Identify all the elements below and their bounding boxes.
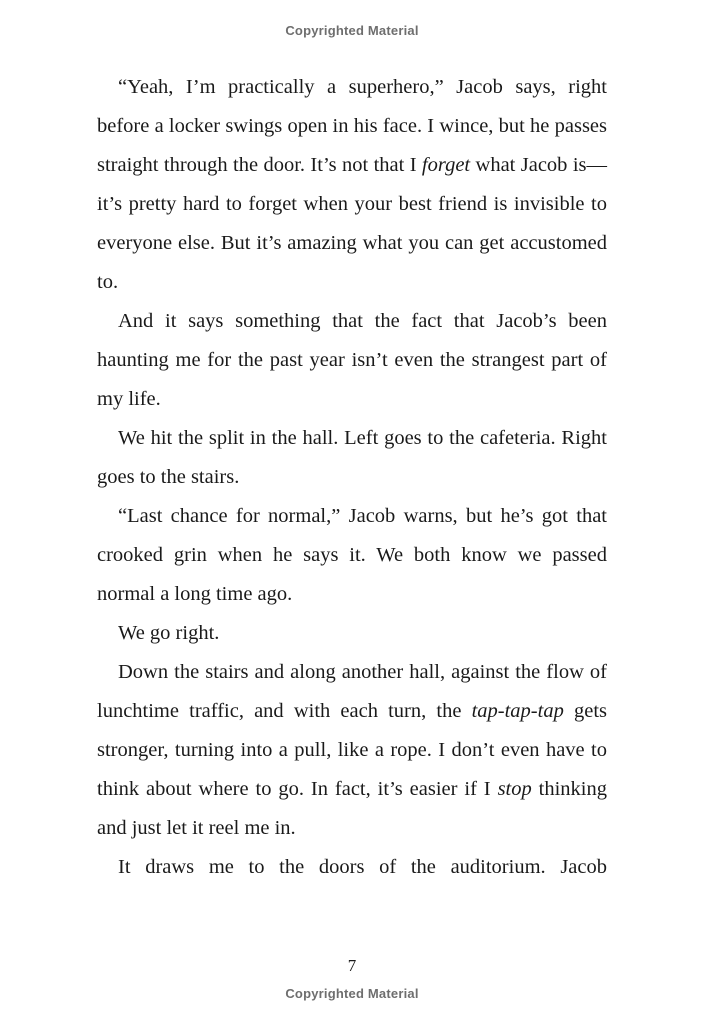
text-run: It draws me to the doors of the auditorium. Jacob: [118, 856, 607, 878]
paragraph: [97, 614, 607, 653]
body-text: [97, 68, 607, 887]
text-run: We go right.: [118, 622, 220, 644]
paragraph: [97, 653, 607, 848]
paragraph: [97, 497, 607, 614]
page-number: 7: [347, 956, 357, 975]
paragraph: [97, 68, 607, 302]
paragraph: [97, 419, 607, 497]
text-run: thinking and just let it reel me in.: [97, 778, 608, 839]
paragraph: [97, 302, 607, 419]
italic-text: stop: [497, 778, 532, 800]
text-run: “Yeah, I’m practically a superhero,” Jacob says, right before a locker swings open in his face. I wince, but he passes straight through the door. It’s not that I: [97, 76, 607, 176]
italic-text: forget: [421, 154, 471, 176]
copyright-notice-top: Copyrighted Material: [285, 23, 419, 38]
paragraph-continued: [97, 848, 607, 887]
text-run: We hit the split in the hall. Left goes to the cafeteria. Right goes to the stairs.: [97, 427, 607, 488]
text-run: “Last chance for normal,” Jacob warns, but he’s got that crooked grin when he says it. We both know we passed normal a long time ago.: [97, 505, 607, 605]
text-run: what Jacob is—it’s pretty hard to forget when your best friend is invisible to everyone else. But it’s amazing what you can get accustomed to.: [97, 154, 607, 293]
copyright-notice-bottom: Copyrighted Material: [285, 986, 419, 1001]
italic-text: tap-tap-tap: [471, 700, 564, 722]
text-run: And it says something that the fact that Jacob’s been haunting me for the past year isn’t even the strangest part of my life.: [97, 310, 607, 410]
text-run: Down the stairs and along another hall, against the flow of lunchtime traffic, and with each turn, the: [97, 661, 607, 722]
text-run: gets stronger, turning into a pull, like a rope. I don’t even have to think about where to go. In fact, it’s easier if I: [97, 700, 607, 800]
